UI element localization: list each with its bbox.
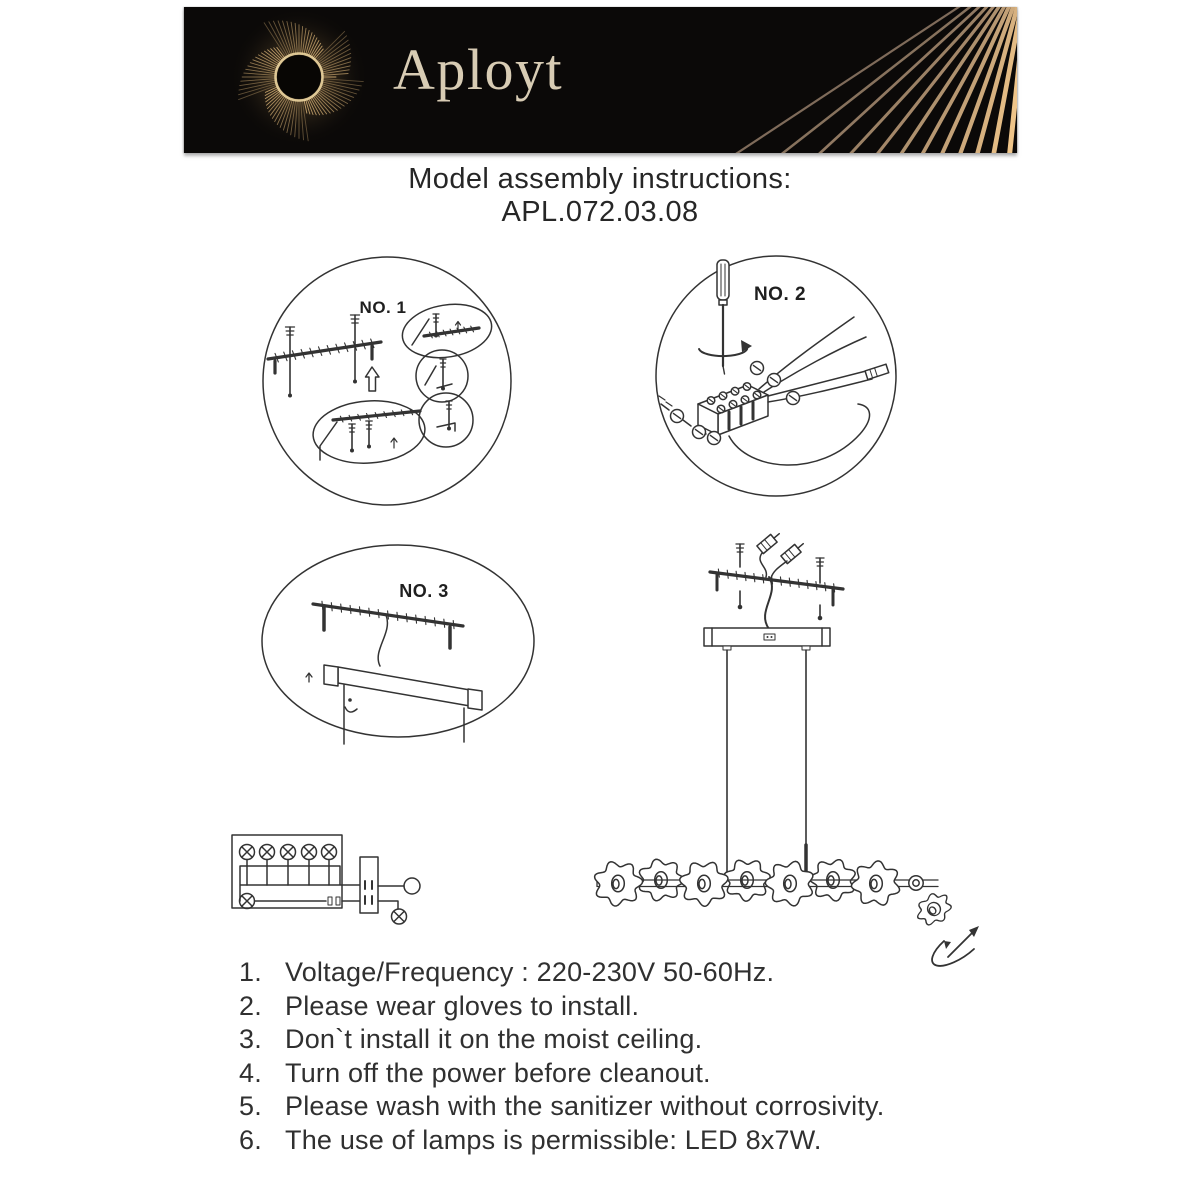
step3-ellipse: [262, 545, 534, 737]
page-title: Model assembly instructions:: [408, 163, 792, 195]
ceiling-corner-line: [320, 422, 337, 460]
step1-detail-a: [398, 298, 495, 363]
item-text: Don`t install it on the moist ceiling.: [285, 1024, 703, 1054]
detached-shade: [911, 888, 957, 932]
item-number: 3.: [239, 1024, 262, 1054]
item-text: The use of lamps is permissible: LED 8x7W.: [285, 1124, 822, 1155]
item-number: 6.: [239, 1124, 262, 1155]
out-wire: [378, 901, 398, 909]
item-number: 5.: [239, 1091, 262, 1121]
step1-label: NO. 1: [359, 298, 407, 317]
diagram-step-2: [656, 256, 896, 496]
instruction-list: [239, 956, 884, 1157]
hook-detail: [345, 707, 357, 712]
mounting-bracket: [710, 569, 843, 605]
pendant-illustration: [595, 530, 979, 966]
wire-plug: [781, 540, 807, 564]
instruction-item: [239, 1090, 884, 1124]
instruction-item: [239, 956, 884, 990]
item-text: Please wash with the sanitizer without corrosivity.: [285, 1091, 885, 1121]
ceiling-corner-line: [412, 319, 429, 345]
screw-dot: [348, 698, 352, 702]
ceiling-corner-line: [425, 366, 436, 385]
instruction-item: [239, 990, 884, 1024]
canopy: [704, 628, 830, 650]
canopy-box: [324, 665, 482, 710]
instruction-item: [239, 1023, 884, 1057]
pin: [328, 897, 332, 905]
instruction-item: [239, 1124, 884, 1158]
item-number: 4.: [239, 1057, 262, 1088]
step3-label: NO. 3: [399, 581, 449, 601]
item-text: Voltage/Frequency : 220-230V 50-60Hz.: [285, 957, 775, 987]
bracket-corner-line: [437, 423, 455, 431]
up-arrow-icon: [366, 367, 380, 391]
small-arrow-icon: [306, 673, 312, 682]
drop-wire: [765, 577, 772, 629]
step1-circle: [263, 257, 511, 505]
end-cap: [909, 876, 923, 890]
screw-on-rotation-icon: [932, 926, 979, 966]
terminal-block: [698, 383, 768, 435]
item-text: Turn off the power before cleanout.: [285, 1057, 711, 1088]
wire-connector: [865, 364, 889, 379]
wiring-diagram: [232, 835, 420, 924]
diagram-step-3: [262, 545, 534, 744]
pin: [336, 897, 340, 905]
wires: [659, 317, 872, 465]
item-text: Please wear gloves to install.: [285, 990, 640, 1021]
wire-plug: [757, 530, 783, 554]
drop-wire: [378, 615, 387, 666]
connector-circle: [404, 878, 420, 894]
small-arrow-icon: [391, 438, 397, 448]
step2-label: NO. 2: [753, 284, 807, 305]
instruction-item: [239, 1057, 884, 1091]
brand-wordmark: Aployt: [393, 37, 564, 102]
item-number: 1.: [239, 957, 262, 987]
driver-box: [360, 857, 378, 913]
model-number: APL.072.03.08: [501, 196, 699, 228]
item-number: 2.: [239, 990, 262, 1021]
diagram-step-1: [263, 257, 511, 505]
